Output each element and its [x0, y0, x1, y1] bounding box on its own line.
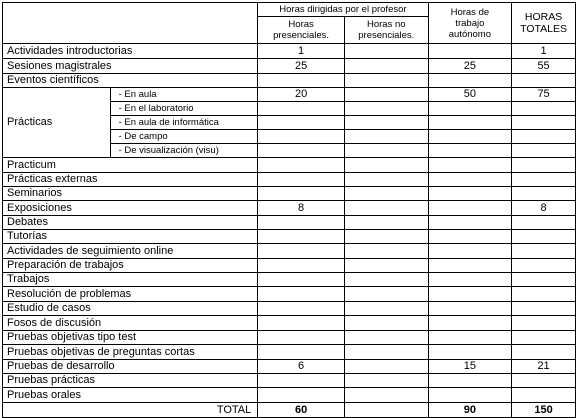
table-row	[3, 388, 576, 403]
cell-total: 55	[512, 59, 576, 74]
cell-autonomo	[428, 102, 512, 116]
cell-no-presenciales	[344, 74, 428, 88]
cell-presenciales	[258, 273, 345, 287]
cell-presenciales: 8	[258, 201, 345, 216]
cell-total	[512, 259, 576, 273]
row-label: Preparación de trabajos	[3, 259, 258, 273]
cell-total	[512, 316, 576, 331]
table-row	[3, 173, 576, 187]
cell-autonomo	[428, 273, 512, 287]
cell-no-presenciales	[344, 216, 428, 230]
table-row	[3, 287, 576, 302]
table-row	[3, 360, 576, 374]
cell-no-presenciales	[344, 316, 428, 331]
cell-no-presenciales	[344, 244, 428, 259]
header-presenciales: Horas presenciales.	[258, 17, 345, 44]
cell-total	[512, 187, 576, 201]
cell-no-presenciales	[344, 59, 428, 74]
cell-presenciales	[258, 116, 345, 130]
cell-total: 75	[512, 88, 576, 102]
cell-total	[512, 230, 576, 244]
cell-presenciales	[258, 287, 345, 302]
header-no-presenciales: Horas no presenciales.	[344, 17, 428, 44]
cell-total	[512, 158, 576, 173]
cell-presenciales	[258, 259, 345, 273]
cell-autonomo	[428, 244, 512, 259]
cell-total	[512, 130, 576, 144]
cell-autonomo	[428, 374, 512, 388]
cell-autonomo	[428, 187, 512, 201]
table-row	[3, 88, 576, 102]
cell-no-presenciales	[344, 230, 428, 244]
cell-autonomo	[428, 345, 512, 360]
cell-autonomo	[428, 302, 512, 316]
cell-presenciales	[258, 388, 345, 403]
cell-presenciales: 20	[258, 88, 345, 102]
cell-total	[512, 144, 576, 158]
header-autonomo: Horas de trabajo autónomo	[428, 3, 512, 44]
cell-total	[512, 345, 576, 360]
cell-no-presenciales	[344, 144, 428, 158]
row-label: Pruebas objetivas tipo test	[3, 331, 258, 345]
table-row	[3, 74, 576, 88]
cell-presenciales: 1	[258, 44, 345, 59]
table-row	[3, 59, 576, 74]
row-sublabel: - En aula de informática	[110, 116, 258, 130]
cell-no-presenciales	[344, 88, 428, 102]
cell-no-presenciales	[344, 158, 428, 173]
table-row	[3, 201, 576, 216]
cell-no-presenciales	[344, 374, 428, 388]
cell-presenciales	[258, 158, 345, 173]
row-label: Tutorías	[3, 230, 258, 244]
row-label: Practicum	[3, 158, 258, 173]
cell-no-presenciales	[344, 259, 428, 273]
cell-presenciales	[258, 230, 345, 244]
table-row	[3, 259, 576, 273]
cell-autonomo	[428, 201, 512, 216]
cell-no-presenciales	[344, 345, 428, 360]
cell-total	[512, 244, 576, 259]
row-label: Seminarios	[3, 187, 258, 201]
row-label: Eventos científicos	[3, 74, 258, 88]
cell-autonomo	[428, 144, 512, 158]
cell-autonomo	[428, 259, 512, 273]
cell-no-presenciales	[344, 130, 428, 144]
cell-presenciales	[258, 74, 345, 88]
cell-autonomo	[428, 44, 512, 59]
cell-presenciales	[258, 316, 345, 331]
cell-presenciales	[258, 187, 345, 201]
table-row	[3, 374, 576, 388]
total-autonomo: 90	[428, 403, 512, 418]
cell-autonomo	[428, 74, 512, 88]
row-label: Prácticas externas	[3, 173, 258, 187]
cell-no-presenciales	[344, 173, 428, 187]
cell-total	[512, 273, 576, 287]
cell-autonomo: 15	[428, 360, 512, 374]
row-label: Resolución de problemas	[3, 287, 258, 302]
cell-autonomo	[428, 230, 512, 244]
cell-total	[512, 331, 576, 345]
cell-total: 1	[512, 44, 576, 59]
cell-total	[512, 102, 576, 116]
cell-presenciales	[258, 302, 345, 316]
total-horas: 150	[512, 403, 576, 418]
cell-total	[512, 173, 576, 187]
cell-total	[512, 116, 576, 130]
header-row-1	[3, 3, 576, 17]
table-row	[3, 44, 576, 59]
cell-total	[512, 216, 576, 230]
row-sublabel: - De visualización (visu)	[110, 144, 258, 158]
cell-total	[512, 74, 576, 88]
cell-total	[512, 388, 576, 403]
total-row	[3, 403, 576, 418]
cell-presenciales	[258, 244, 345, 259]
row-group-label: Prácticas	[3, 88, 111, 158]
table-row	[3, 345, 576, 360]
cell-total: 8	[512, 201, 576, 216]
cell-autonomo: 25	[428, 59, 512, 74]
cell-presenciales	[258, 331, 345, 345]
cell-presenciales	[258, 173, 345, 187]
table-row	[3, 158, 576, 173]
header-corner	[3, 3, 258, 44]
cell-autonomo	[428, 331, 512, 345]
table-row	[3, 187, 576, 201]
row-label: Pruebas prácticas	[3, 374, 258, 388]
cell-autonomo	[428, 388, 512, 403]
row-label: Debates	[3, 216, 258, 230]
table-row	[3, 302, 576, 316]
cell-no-presenciales	[344, 360, 428, 374]
cell-autonomo	[428, 216, 512, 230]
row-sublabel: - De campo	[110, 130, 258, 144]
hours-table	[2, 2, 576, 418]
header-totales: HORAS TOTALES	[512, 3, 576, 44]
table-row	[3, 230, 576, 244]
cell-presenciales	[258, 144, 345, 158]
row-label: Exposiciones	[3, 201, 258, 216]
cell-autonomo	[428, 130, 512, 144]
row-label: Actividades de seguimiento online	[3, 244, 258, 259]
cell-no-presenciales	[344, 187, 428, 201]
cell-no-presenciales	[344, 44, 428, 59]
row-sublabel: - En aula	[110, 88, 258, 102]
table-row	[3, 273, 576, 287]
cell-presenciales	[258, 130, 345, 144]
cell-autonomo: 50	[428, 88, 512, 102]
row-label: Pruebas orales	[3, 388, 258, 403]
cell-autonomo	[428, 287, 512, 302]
row-label: Estudio de casos	[3, 302, 258, 316]
row-label: Pruebas de desarrollo	[3, 360, 258, 374]
cell-presenciales	[258, 345, 345, 360]
cell-autonomo	[428, 116, 512, 130]
cell-no-presenciales	[344, 116, 428, 130]
cell-no-presenciales	[344, 102, 428, 116]
cell-no-presenciales	[344, 388, 428, 403]
total-no-presenciales	[344, 403, 428, 418]
row-label: Actividades introductorias	[3, 44, 258, 59]
cell-autonomo	[428, 158, 512, 173]
cell-presenciales	[258, 374, 345, 388]
cell-no-presenciales	[344, 331, 428, 345]
row-label: Trabajos	[3, 273, 258, 287]
cell-autonomo	[428, 173, 512, 187]
table-row	[3, 216, 576, 230]
row-label: Pruebas objetivas de preguntas cortas	[3, 345, 258, 360]
cell-no-presenciales	[344, 201, 428, 216]
total-presenciales: 60	[258, 403, 345, 418]
cell-autonomo	[428, 316, 512, 331]
row-label: Sesiones magistrales	[3, 59, 258, 74]
total-label: TOTAL	[3, 403, 258, 418]
cell-total	[512, 302, 576, 316]
cell-presenciales: 6	[258, 360, 345, 374]
row-sublabel: - En el laboratorio	[110, 102, 258, 116]
table-row	[3, 331, 576, 345]
cell-total	[512, 374, 576, 388]
row-label: Fosos de discusión	[3, 316, 258, 331]
cell-total	[512, 287, 576, 302]
cell-no-presenciales	[344, 287, 428, 302]
header-group-label: Horas dirigidas por el profesor	[258, 3, 428, 17]
cell-total: 21	[512, 360, 576, 374]
cell-presenciales	[258, 216, 345, 230]
cell-no-presenciales	[344, 273, 428, 287]
cell-presenciales	[258, 102, 345, 116]
table-row	[3, 316, 576, 331]
cell-no-presenciales	[344, 302, 428, 316]
cell-presenciales: 25	[258, 59, 345, 74]
table-row	[3, 244, 576, 259]
